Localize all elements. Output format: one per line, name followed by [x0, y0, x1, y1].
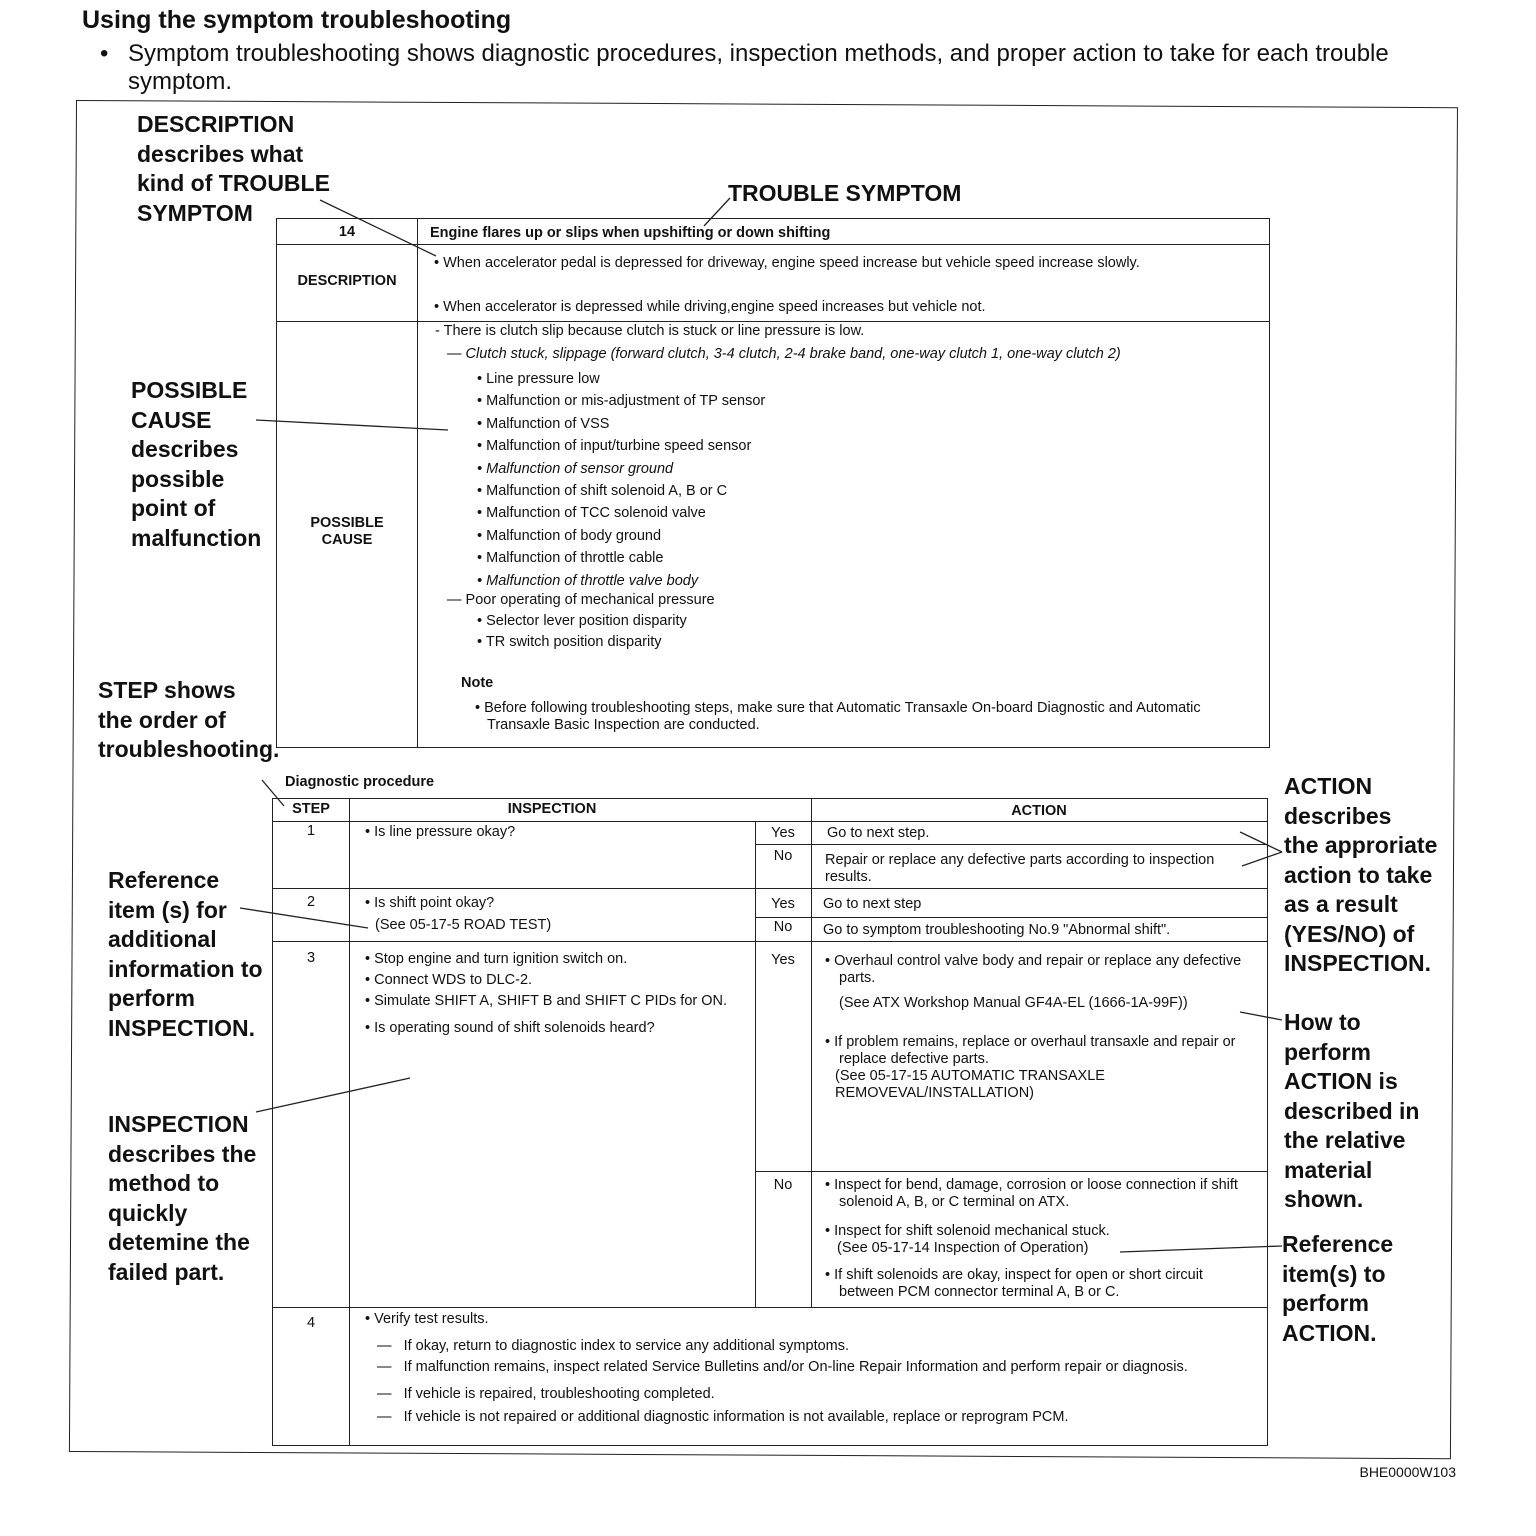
bullet-icon: • [100, 40, 109, 67]
callout-line: ACTION. [1282, 1319, 1377, 1346]
no-label: No [773, 919, 793, 935]
list-item-text: Inspect for bend, damage, corrosion or loose connection if shift solenoid A, B, or C terminal on ATX. [834, 1177, 1238, 1210]
list-item: • Verify test results. [365, 1311, 489, 1327]
description-text: When accelerator pedal is depressed for driveway, engine speed increase but vehicle speed increase slowly. [443, 255, 1140, 271]
list-item: — If malfunction remains, inspect related Service Bulletins and/or On-line Repair Information and perform repair or diagnosis. [377, 1359, 1188, 1375]
callout-possible-cause [131, 376, 261, 553]
callout-line: the relative [1284, 1127, 1406, 1153]
step-number: 3 [306, 950, 316, 966]
callout-line: ACTION [1284, 773, 1373, 799]
callout-line: information to [108, 955, 263, 982]
list-item: • Malfunction of TCC solenoid valve [477, 505, 706, 522]
callout-line: DESCRIPTION [137, 111, 295, 137]
callout-line: troubleshooting. [98, 736, 280, 762]
list-item: — If vehicle is not repaired or additional diagnostic information is not available, replace or reprogram PCM. [377, 1409, 1069, 1425]
callout-line: perform [1282, 1290, 1369, 1316]
list-item-text: TR switch position disparity [485, 634, 662, 651]
callout-line: malfunction [131, 524, 262, 551]
possible-cause-label [277, 515, 417, 549]
callout-line: kind of TROUBLE [137, 170, 330, 196]
callout-reference-action [1282, 1230, 1393, 1348]
list-item: • Inspect for bend, damage, corrosion or loose connection if shift solenoid A, B, or C terminal on ATX. [825, 1177, 1238, 1210]
possible-cause-list [435, 323, 1255, 734]
callout-line: Reference [108, 867, 220, 893]
action-list [825, 953, 1245, 1102]
callout-how-to [1284, 1008, 1419, 1215]
callout-line: SYMPTOM [137, 199, 253, 226]
callout-line: ACTION is [1284, 1068, 1398, 1094]
figure-code: BHE0000W103 [1359, 1464, 1456, 1480]
col-action: ACTION [1011, 803, 1067, 819]
description-text: When accelerator is depressed while driving,engine speed increases but vehicle not. [443, 299, 986, 315]
callout-line: as a result [1284, 891, 1398, 917]
list-item-text: If vehicle is repaired, troubleshooting completed. [403, 1386, 715, 1402]
list-item: • Malfunction of sensor ground [477, 460, 674, 477]
callout-line: INSPECTION. [108, 1014, 255, 1041]
list-item-text: If okay, return to diagnostic index to service any additional symptoms. [403, 1338, 850, 1354]
list-item: — If vehicle is repaired, troubleshooting completed. [377, 1386, 715, 1402]
inspection-text-body: Is line pressure okay? [374, 824, 516, 840]
diag-title: Diagnostic procedure [285, 774, 435, 790]
callout-action [1284, 772, 1437, 979]
cause-intro: - There is clutch slip because clutch is stuck or line pressure is low. [435, 323, 865, 339]
list-item: • Connect WDS to DLC-2. [365, 972, 533, 988]
note-text: • Before following troubleshooting steps, make sure that Automatic Transaxle On-board Diagnostic and Automatic Transaxle Basic Inspection are conducted. [475, 700, 1201, 734]
list-item-text: Is operating sound of shift solenoids heard? [374, 1020, 655, 1036]
list-item: • Simulate SHIFT A, SHIFT B and SHIFT C PIDs for ON. [365, 993, 728, 1009]
cause-group: — Poor operating of mechanical pressure [447, 592, 715, 609]
inspection-list [365, 951, 735, 1037]
yes-label: Yes [771, 896, 795, 912]
callout-line: INSPECTION [108, 1111, 249, 1137]
list-item: • Malfunction of throttle valve body [477, 572, 699, 589]
callout-line: item (s) for [108, 896, 227, 923]
list-item: • Overhaul control valve body and repair or replace any defective parts. [825, 953, 1242, 986]
no-label: No [773, 1177, 793, 1193]
list-item-text: Malfunction of throttle valve body [486, 572, 699, 589]
list-item-text: Malfunction or mis-adjustment of TP sensor [486, 393, 766, 410]
label-line: POSSIBLE [310, 515, 384, 531]
step-number: 4 [306, 1315, 316, 1331]
callout-inspection [108, 1110, 256, 1287]
description-item: • When accelerator is depressed while driving,engine speed increases but vehicle not. [434, 299, 986, 315]
callout-line: describes what [137, 140, 304, 167]
action-text: Repair or replace any defective parts according to inspection results. [825, 852, 1215, 885]
list-item: • Stop engine and turn ignition switch on. [365, 951, 628, 967]
step-number: 1 [306, 823, 316, 839]
step-number: 2 [306, 894, 316, 910]
list-item-text: If malfunction remains, inspect related Service Bulletins and/or On-line Repair Information and perform repair or diagnosis. [403, 1359, 1188, 1375]
callout-line: method to [108, 1170, 220, 1196]
diag-table [272, 798, 1268, 1446]
cause-intro-text: There is clutch slip because clutch is stuck or line pressure is low. [443, 323, 865, 339]
list-item-text: Malfunction of sensor ground [486, 460, 674, 477]
label-line: CAUSE [321, 532, 373, 548]
list-item-text: Verify test results. [374, 1311, 489, 1327]
inspection-list [365, 1311, 1235, 1426]
callout-line: the approriate [1284, 832, 1438, 858]
list-item: • Is operating sound of shift solenoids heard? [365, 1020, 655, 1036]
list-item-text: If problem remains, replace or overhaul transaxle and repair or replace defective parts. [834, 1034, 1236, 1067]
yes-label: Yes [771, 825, 795, 841]
callout-line: STEP shows [98, 677, 236, 703]
note-label: Note [461, 675, 494, 692]
list-item: • If shift solenoids are okay, inspect for open or short circuit between PCM connector terminal A, B or C. [825, 1267, 1203, 1300]
callout-line: perform [108, 985, 195, 1011]
callout-line: described in [1284, 1097, 1420, 1124]
list-item-text: Malfunction of TCC solenoid valve [486, 505, 706, 522]
list-item-text: If shift solenoids are okay, inspect for open or short circuit between PCM connector terminal A, B or C. [834, 1267, 1203, 1300]
callout-line: quickly [108, 1199, 188, 1226]
page-title: Using the symptom troubleshooting [82, 6, 512, 34]
action-text: Go to next step. [827, 825, 930, 841]
callout-line: point of [131, 495, 216, 521]
action-text: Go to next step [823, 896, 922, 912]
callout-line: describes [131, 436, 239, 462]
callout-line: failed part. [108, 1258, 225, 1285]
note-text-body: Before following troubleshooting steps, make sure that Automatic Transaxle On-board Diagnostic and Automatic Transaxle Basic Inspection are conducted. [484, 700, 1201, 734]
callout-line: possible [131, 465, 225, 492]
callout-line: CAUSE [131, 406, 212, 433]
callout-line: perform [1284, 1038, 1371, 1065]
list-item: • If problem remains, replace or overhaul transaxle and repair or replace defective parts. [825, 1034, 1236, 1067]
action-ref: (See ATX Workshop Manual GF4A-EL (1666-1A-99F)) [839, 995, 1188, 1011]
list-item: • Line pressure low [477, 371, 600, 387]
intro-text: Symptom troubleshooting shows diagnostic procedures, inspection methods, and proper action to take for each trouble symptom. [128, 40, 1389, 95]
cause-group-text: Clutch stuck, slippage (forward clutch, 3-4 clutch, 2-4 brake band, one-way clutch 1, one-way clutch 2) [465, 346, 1121, 362]
no-label: No [773, 848, 793, 864]
cause-group: — Clutch stuck, slippage (forward clutch, 3-4 clutch, 2-4 brake band, one-way clutch 1, one-way clutch 2) [447, 346, 1121, 362]
list-item-text: Malfunction of VSS [486, 415, 610, 432]
callout-step [98, 676, 279, 765]
inspection-ref: (See 05-17-5 ROAD TEST) [375, 917, 552, 933]
callout-reference-inspection [108, 866, 263, 1043]
callout-line: describes the [108, 1140, 257, 1167]
callout-line: (YES/NO) of [1284, 920, 1415, 947]
callout-line: How to [1284, 1009, 1361, 1035]
list-item: • Inspect for shift solenoid mechanical stuck. [825, 1223, 1110, 1239]
action-text: Go to symptom troubleshooting No.9 "Abnormal shift". [823, 922, 1171, 938]
callout-description [137, 110, 330, 228]
list-item-text: Malfunction of body ground [486, 527, 662, 544]
list-item: — If okay, return to diagnostic index to service any additional symptoms. [377, 1338, 850, 1354]
yes-label: Yes [771, 952, 795, 968]
callout-line: INSPECTION. [1284, 950, 1431, 976]
description-item: • When accelerator pedal is depressed for driveway, engine speed increase but vehicle speed increase slowly. [434, 255, 1140, 271]
callout-line: detemine the [108, 1229, 250, 1255]
list-item-text: Selector lever position disparity [486, 613, 687, 630]
callout-line: material [1284, 1156, 1373, 1183]
symptom-title: Engine flares up or slips when upshifting or down shifting [430, 225, 831, 241]
action-ref: (See 05-17-15 AUTOMATIC TRANSAXLE REMOVEVAL/INSTALLATION) [835, 1068, 1105, 1101]
list-item: • Selector lever position disparity [477, 613, 687, 630]
list-item-text: Malfunction of input/turbine speed sensor [486, 438, 752, 455]
list-item: • Malfunction of shift solenoid A, B or C [477, 483, 728, 500]
callout-trouble-symptom: TROUBLE SYMPTOM [728, 180, 962, 206]
list-item-text: Line pressure low [486, 371, 600, 387]
cause-sublist [477, 368, 1255, 592]
col-inspection: INSPECTION [507, 801, 597, 817]
callout-line: item(s) to [1282, 1260, 1386, 1287]
callout-line: action to take [1284, 861, 1433, 888]
action-list [825, 1177, 1245, 1301]
inspection-text: • Is shift point okay? [365, 895, 495, 911]
list-item-text: Stop engine and turn ignition switch on. [374, 951, 628, 967]
callout-line: Reference [1282, 1231, 1394, 1257]
list-item-text: If vehicle is not repaired or additional diagnostic information is not available, replace or reprogram PCM. [403, 1409, 1069, 1425]
symptom-table [276, 218, 1270, 748]
list-item-text: Malfunction of throttle cable [486, 550, 664, 567]
callout-line: the order of [98, 706, 226, 733]
list-item: • Malfunction of throttle cable [477, 550, 664, 567]
callout-line: describes [1284, 802, 1392, 829]
list-item-text: Connect WDS to DLC-2. [374, 972, 533, 988]
callout-line: POSSIBLE [131, 377, 248, 403]
list-item: • Malfunction or mis-adjustment of TP sensor [477, 393, 766, 410]
list-item-text: Simulate SHIFT A, SHIFT B and SHIFT C PIDs for ON. [374, 993, 728, 1009]
list-item-text: Inspect for shift solenoid mechanical stuck. [834, 1223, 1110, 1239]
list-item: • TR switch position disparity [477, 634, 662, 651]
cause-sublist [477, 611, 1255, 653]
col-step: STEP [292, 801, 330, 817]
inspection-text-body: Is shift point okay? [374, 895, 495, 911]
list-item-text: Overhaul control valve body and repair or replace any defective parts. [834, 953, 1242, 986]
inspection-text: • Is line pressure okay? [365, 824, 516, 840]
list-item: • Malfunction of input/turbine speed sensor [477, 438, 752, 455]
list-item: • Malfunction of body ground [477, 527, 662, 544]
action-ref: (See 05-17-14 Inspection of Operation) [837, 1240, 1089, 1256]
symptom-number: 14 [338, 224, 356, 240]
callout-line: shown. [1284, 1186, 1364, 1212]
callout-line: additional [108, 926, 217, 952]
description-label: DESCRIPTION [297, 273, 397, 289]
list-item: • Malfunction of VSS [477, 415, 610, 432]
list-item-text: Malfunction of shift solenoid A, B or C [486, 483, 728, 500]
cause-group-text: Poor operating of mechanical pressure [465, 592, 715, 609]
